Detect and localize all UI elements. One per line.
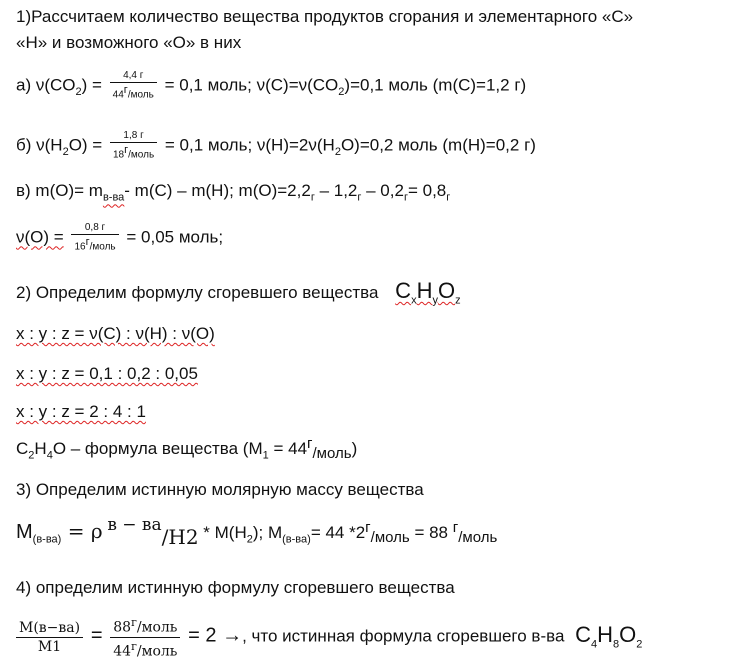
rho-sup: в − ва: [107, 515, 162, 535]
num-value: 88: [113, 619, 132, 636]
formula-h: H: [34, 439, 47, 458]
fraction: [110, 614, 180, 660]
step3-title: 3) Определим истинную молярную массу вещества: [16, 480, 424, 499]
sub: 4: [591, 638, 598, 651]
unit: /моль: [136, 619, 178, 636]
unit-sup: г: [307, 435, 313, 452]
fraction: [71, 222, 118, 254]
tail1: ); M: [252, 523, 283, 542]
sub: (в-ва): [282, 533, 311, 546]
formula-c: C: [395, 278, 412, 303]
sub: z: [455, 294, 461, 307]
times: * M(H: [198, 523, 247, 542]
sub: г: [357, 191, 362, 204]
step2-title: [16, 280, 461, 311]
line-d-lhs: ν(O) =: [16, 227, 64, 247]
molar-mass: M: [16, 521, 33, 543]
step3-equation: [16, 515, 498, 550]
formula-o: O: [437, 278, 456, 303]
result-text: , что истинная формула сгоревшего в-ва: [242, 626, 565, 646]
formula-close: ): [351, 439, 358, 458]
sub: (в-ва): [32, 533, 62, 546]
step2-title-text: 2) Определим формулу сгоревшего вещества: [16, 283, 379, 302]
unit-sup: г: [124, 144, 129, 156]
formula-c: C: [16, 439, 29, 458]
unit: /моль: [89, 241, 116, 253]
line-a-close: ) =: [81, 75, 102, 95]
line-a-rhs: = 0,1 моль; ν(C)=ν(CO: [164, 75, 339, 95]
unit: /моль: [136, 643, 178, 660]
den-value: 18: [112, 149, 125, 161]
eq-rho: = ρ: [61, 519, 103, 543]
line-c-mid3: – 0,2: [361, 181, 404, 200]
line-b-tail: O)=0,2 моль (m(H)=0,2 г): [340, 135, 536, 155]
sub: 4: [46, 449, 53, 462]
tail2: = 44 *2: [310, 523, 366, 542]
fraction-denominator: M1: [37, 638, 62, 655]
line-d-rhs: = 0,05 моль;: [126, 227, 224, 247]
result: = 2 →: [188, 624, 243, 647]
unit-sup: г: [131, 616, 137, 629]
ratio-line-1: x : y : z = ν(C) : ν(H) : ν(O): [16, 324, 215, 343]
fraction-numerator: [110, 614, 180, 638]
unit-sub: /моль: [370, 529, 410, 546]
fraction: [16, 619, 83, 656]
sub: 1: [262, 449, 269, 462]
step1-title-line2: «Н» и возможного «О» в них: [16, 33, 242, 52]
tail3: = 88: [409, 523, 453, 542]
unit: /моль: [127, 89, 154, 101]
formula-value: = 44: [268, 439, 308, 458]
sub: 2: [338, 86, 345, 99]
fraction-numerator: 0,8 г: [71, 222, 118, 235]
formula-rest: O – формула вещества (M: [52, 439, 263, 458]
fraction-numerator: M(в−ва): [16, 619, 83, 638]
step4-title: 4) определим истинную формулу сгоревшего вещества: [16, 578, 455, 597]
sub: г: [403, 191, 408, 204]
line-a-lhs: а) ν(CO: [16, 75, 76, 95]
den-value: 16: [74, 241, 86, 253]
unit-sub: /моль: [312, 445, 352, 462]
line-b-lhs: б) ν(H: [16, 135, 63, 155]
formula-line: [16, 435, 358, 466]
fraction: [110, 130, 157, 162]
unit-sup: г: [452, 519, 459, 536]
sub: y: [432, 294, 438, 307]
formula-o: O: [619, 621, 637, 647]
line-c-prefix: в) m(O)= m: [16, 181, 103, 200]
step1-title-line1: 1)Рассчитаем количество вещества продуктов сгорания и элементарного «С»: [16, 7, 634, 26]
sub: 2: [28, 449, 35, 462]
unit-sup: г: [365, 519, 371, 536]
line-c-mid2: – 1,2: [314, 181, 358, 200]
ratio-line-2: x : y : z = 0,1 : 0,2 : 0,05: [16, 364, 198, 383]
sub: в-ва: [102, 191, 125, 204]
unit-sup: г: [131, 639, 137, 653]
line-a: [16, 70, 526, 103]
line-b-close: O) =: [68, 135, 103, 155]
final-formula: [575, 621, 643, 651]
fraction-denominator: [110, 638, 180, 661]
line-c-mid: - m(C) – m(H); m(O)=2,2: [124, 181, 311, 200]
unit-sup: г: [123, 84, 128, 96]
sub: 8: [613, 638, 620, 651]
formula-c: C: [575, 621, 592, 647]
sub: 2: [75, 86, 82, 99]
sub: 2: [636, 638, 643, 651]
formula-h: H: [416, 278, 433, 303]
sub: 2: [334, 146, 341, 159]
fraction-denominator: [71, 235, 118, 254]
line-c: [16, 180, 450, 208]
sub: x: [411, 294, 417, 307]
sub: 2: [246, 533, 253, 546]
fraction-numerator: 1,8 г: [110, 130, 157, 143]
fraction-denominator: [110, 83, 157, 102]
den-value: 44: [113, 643, 132, 660]
step4-equation: [16, 614, 642, 660]
formula-h: H: [597, 621, 614, 647]
fraction-denominator: [110, 143, 157, 162]
unit-sup: г: [85, 236, 90, 248]
fraction: [110, 70, 157, 102]
line-d: [16, 222, 223, 254]
fraction-numerator: 4,4 г: [110, 70, 157, 83]
den-value: 44: [112, 89, 124, 101]
sub: 2: [62, 146, 69, 159]
line-a-tail: )=0,1 моль (m(C)=1,2 г): [344, 75, 527, 95]
ratio-line-3: x : y : z = 2 : 4 : 1: [16, 402, 146, 421]
general-formula: [395, 278, 461, 307]
line-b-rhs: = 0,1 моль; ν(H)=2ν(H: [164, 135, 335, 155]
rho-sub: /H2: [161, 525, 199, 549]
sub: г: [310, 191, 315, 204]
unit: /моль: [128, 149, 155, 161]
sub: г: [446, 191, 451, 204]
unit-sub: /моль: [458, 529, 498, 546]
equals: =: [90, 624, 103, 647]
line-c-mid4: = 0,8: [407, 181, 447, 200]
line-b: [16, 130, 536, 163]
